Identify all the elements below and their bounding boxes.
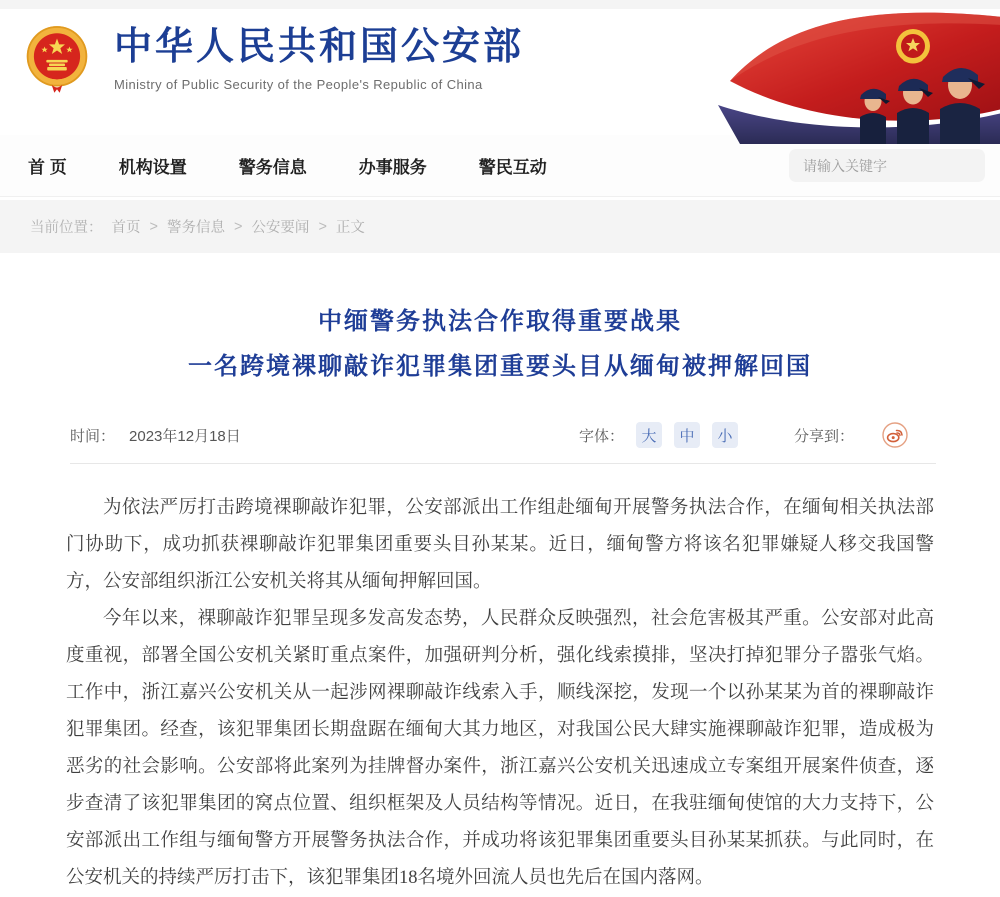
article-title-line1: 中缅警务执法合作取得重要战果 [318, 308, 682, 335]
search-input[interactable] [803, 158, 984, 174]
font-size-label: 字体： [578, 427, 624, 445]
top-strip [0, 0, 1000, 9]
breadcrumb-separator: > [318, 218, 327, 235]
article-title-line2: 一名跨境裸聊敲诈犯罪集团重要头目从缅甸被押解回国 [188, 353, 812, 380]
font-size-small-button[interactable]: 小 [712, 422, 738, 448]
breadcrumb [0, 200, 1000, 253]
main-nav [0, 135, 1000, 197]
nav-item-services[interactable]: 办事服务 [358, 158, 427, 177]
article-body [62, 490, 938, 897]
site-logo [25, 22, 524, 96]
time-value: 2023年12月18日 [129, 427, 241, 445]
site-header [0, 9, 1000, 135]
article-paragraph: 为依法严厉打击跨境裸聊敲诈犯罪，公安部派出工作组赴缅甸开展警务执法合作，在缅甸相关执法部门协助下，成功抓获裸聊敲诈犯罪集团重要头目孙某某。近日，缅甸警方将该名犯罪嫌疑人移交我国警方，公安部组织浙江公安机关将其从缅甸押解回国。 [66, 498, 934, 592]
flag-and-officers-graphic [700, 9, 1000, 144]
font-size-medium-button[interactable]: 中 [674, 422, 700, 448]
weibo-share-icon[interactable] [882, 422, 908, 448]
breadcrumb-current: 正文 [335, 220, 365, 236]
breadcrumb-police-info[interactable]: 警务信息 [166, 220, 225, 236]
breadcrumb-separator: > [149, 218, 158, 235]
font-size-large-button[interactable]: 大 [636, 422, 662, 448]
breadcrumb-news[interactable]: 公安要闻 [251, 220, 310, 236]
nav-item-home[interactable]: 首 页 [28, 158, 67, 177]
nav-item-interaction[interactable]: 警民互动 [478, 158, 547, 177]
site-subtitle: Ministry of Public Security of the People's Republic of China [114, 77, 483, 93]
article [0, 310, 1000, 897]
breadcrumb-home[interactable]: 首页 [111, 220, 141, 236]
breadcrumb-separator: > [233, 218, 243, 235]
meta-divider [70, 463, 936, 464]
time-label: 时间： [70, 427, 116, 445]
article-meta [62, 422, 938, 448]
article-paragraph: 今年以来，裸聊敲诈犯罪呈现多发高发态势，人民群众反映强烈，社会危害极其严重。公安部对此高度重视，部署全国公安机关紧盯重点案件，加强研判分析，强化线索摸排，坚决打掉犯罪分子嚣张气焰。工作中，浙江嘉兴公安机关从一起涉网裸聊敲诈线索入手，顺线深挖，发现一个以孙某某为首的裸聊敲诈犯罪集团。经查，该犯罪集团长期盘踞在缅甸大其力地区，对我国公民大肆实施裸聊敲诈犯罪，造成极为恶劣的社会影响。公安部将此案列为挂牌督办案件，浙江嘉兴公安机关迅速成立专案组开展案件侦查，逐步查清了该犯罪集团的窝点位置、组织框架及人员结构等情况。近日，在我驻缅甸使馆的大力支持下，公安部派出工作组与缅甸警方开展警务执法合作，并成功将该犯罪集团重要头目孙某某抓获。与此同时，在公安机关的持续严厉打击下，该犯罪集团18名境外回流人员也先后在国内落网。 [66, 609, 934, 888]
nav-item-police-info[interactable]: 警务信息 [238, 158, 307, 177]
share-label: 分享到： [793, 427, 854, 445]
breadcrumb-label: 当前位置： [30, 220, 103, 236]
nav-item-organization[interactable]: 机构设置 [118, 158, 187, 177]
national-emblem-icon [25, 22, 89, 96]
site-title: 中华人民共和国公安部 [114, 25, 525, 68]
search-box[interactable] [789, 149, 985, 182]
police-banner-image [700, 9, 1000, 144]
